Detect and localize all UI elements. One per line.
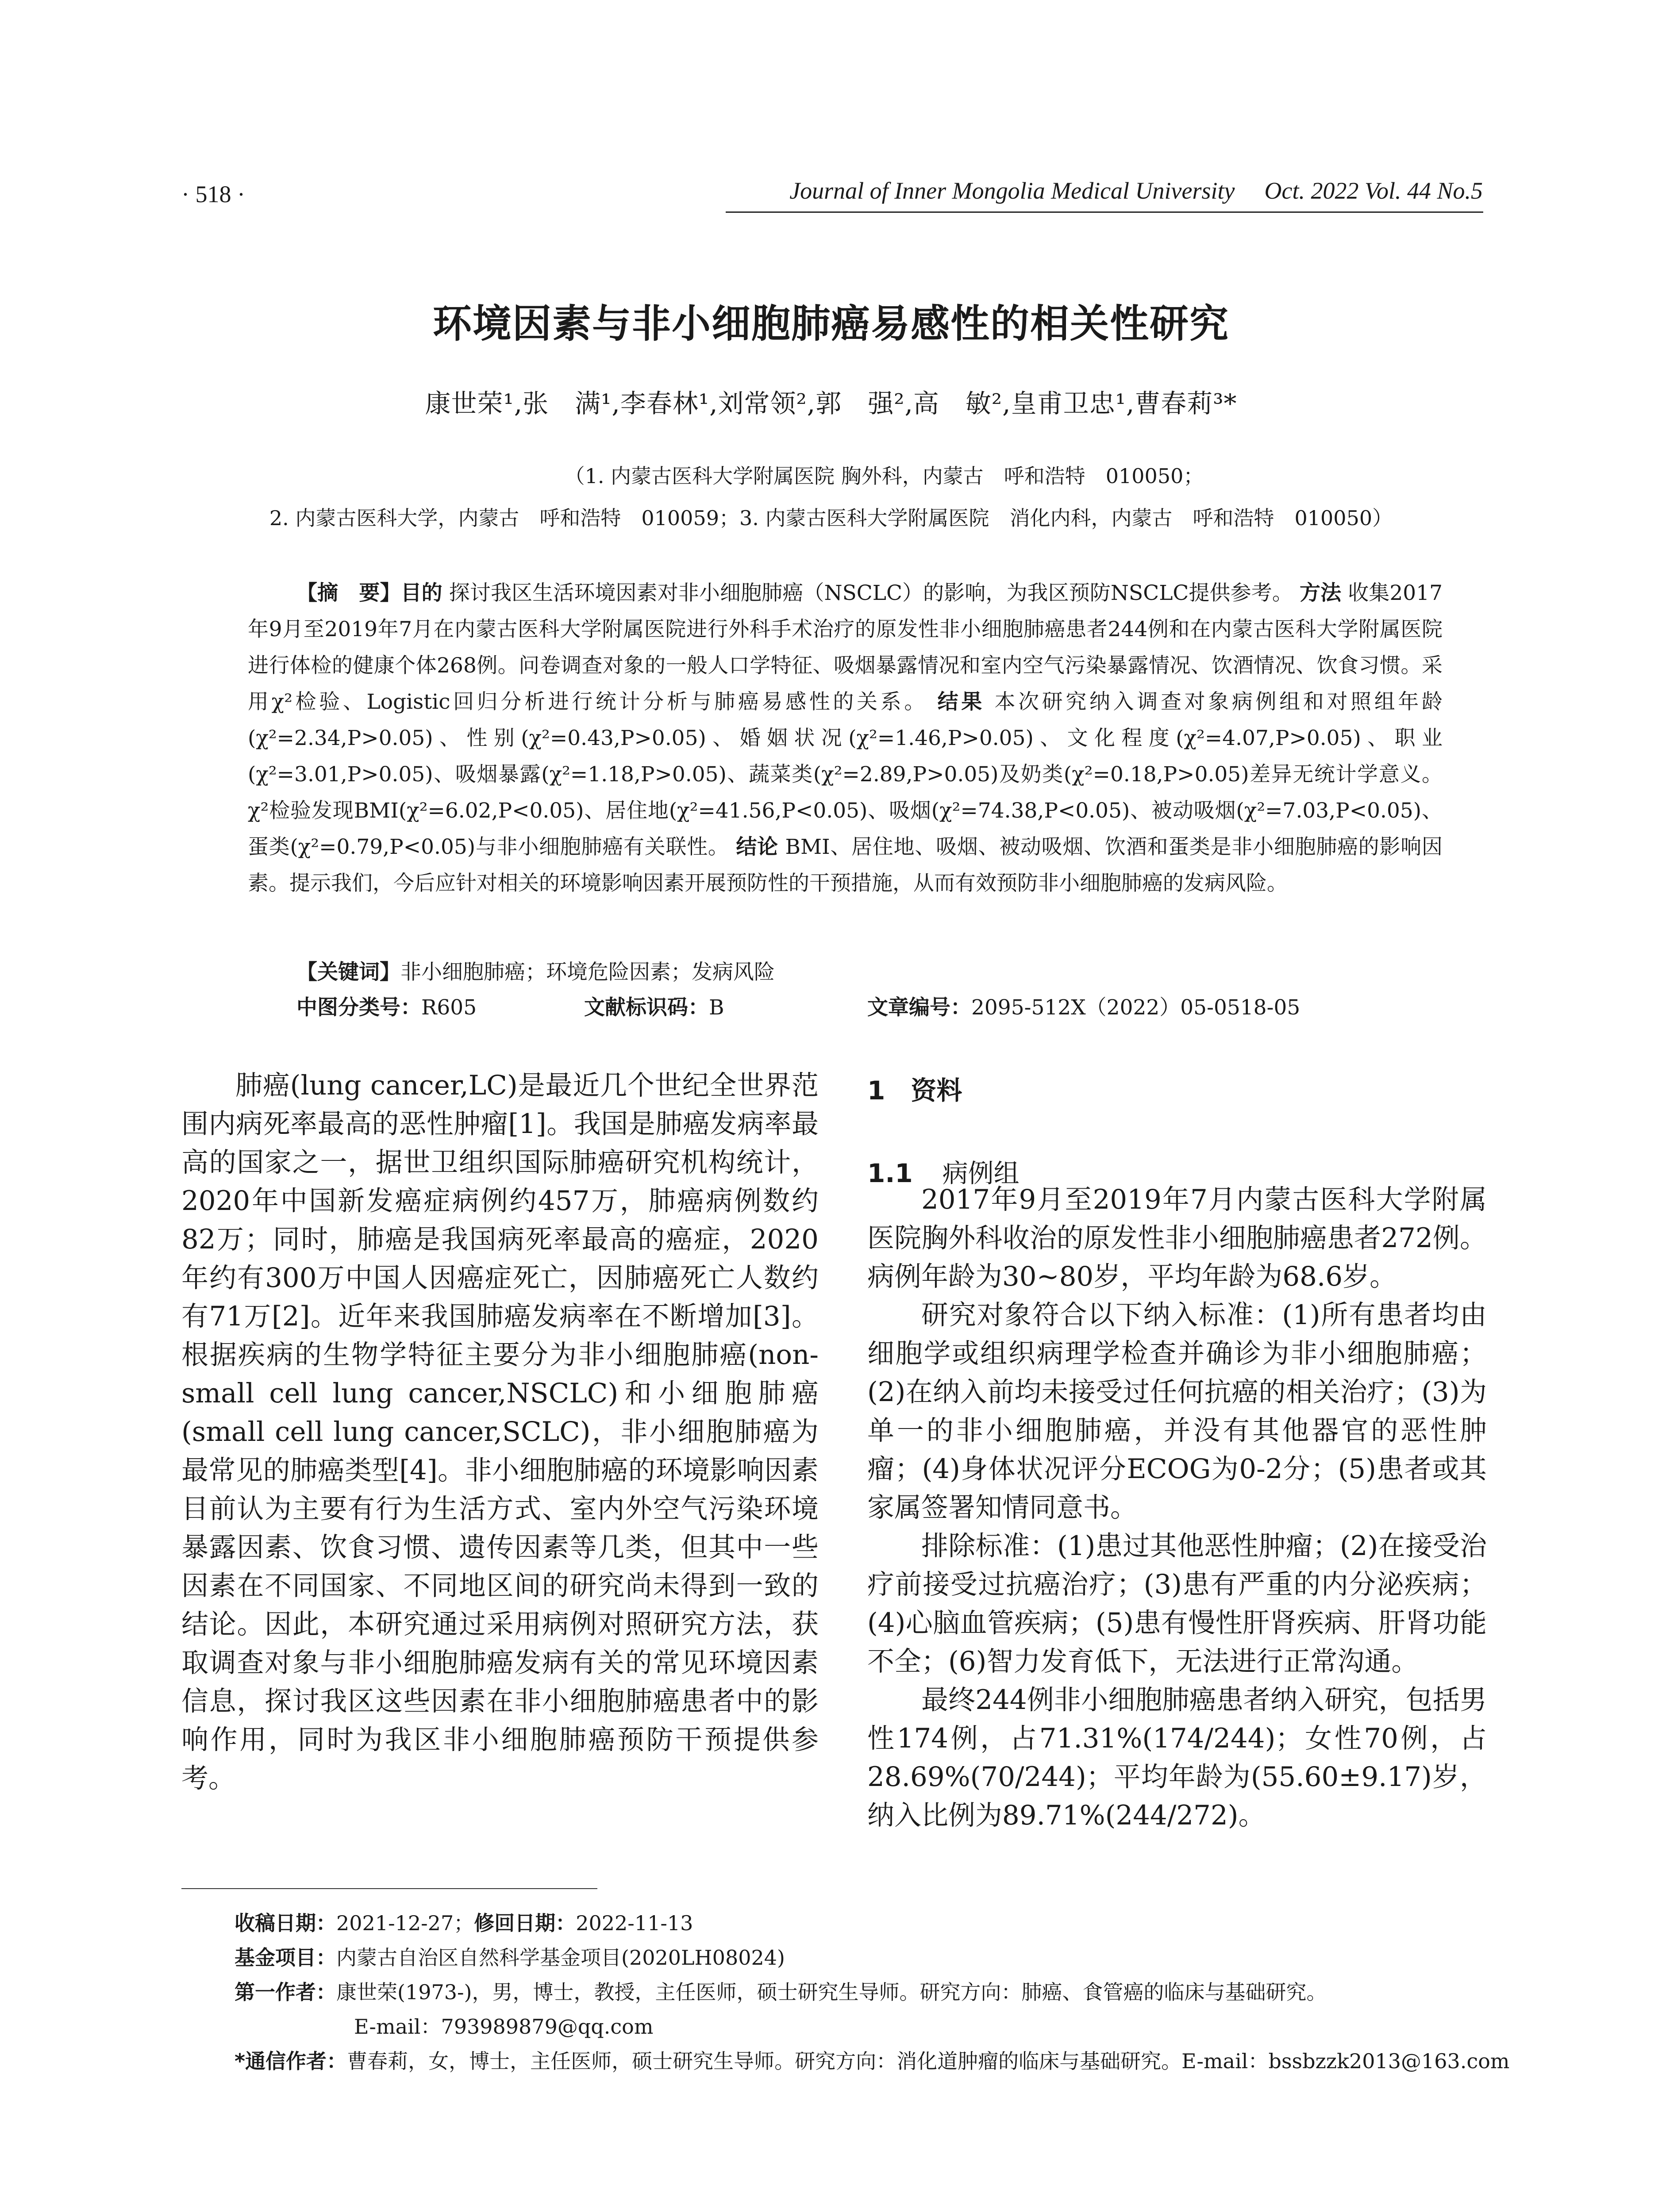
abstract-conclusion: BMI、居住地、吸烟、被动吸烟、饮酒和蛋类是非小细胞肺癌的影响因素。提示我们，今后应针对相关的环境影响因素开展预防性的干预措施，从而有效预防非小细胞肺癌的发病风险。: [248, 835, 1443, 895]
article-title: 环境因素与非小细胞肺癌易感性的相关性研究: [432, 301, 1229, 346]
first-author-value: 康世荣(1973-)，男，博士，教授，主任医师，硕士研究生导师。研究方向：肺癌、食管癌的临床与基础研究。: [336, 1980, 1327, 2004]
article-no-label: 文章编号：: [867, 995, 971, 1020]
footnotes: [235, 1906, 1562, 2078]
abstract: [248, 575, 1443, 902]
methods-label: 方法: [1299, 581, 1342, 605]
exclusion-criteria-paragraph: 排除标准：(1)患过其他恶性肿瘤；(2)在接受治疗前接受过抗癌治疗；(3)患有严重的内分泌疾病；(4)心脑血管疾病；(5)患有慢性肝肾疾病、肝肾功能不全；(6)智力发育低下，无法进行正常沟通。: [867, 1530, 1487, 1677]
received-label: 收稿日期：: [235, 1911, 336, 1935]
fund-value: 内蒙古自治区自然科学基金项目(2020LH08024): [336, 1946, 785, 1970]
abstract-results: 本次研究纳入调查对象病例组和对照组年龄(χ²=2.34,P>0.05)、性别(χ²=0.43,P>0.05)、婚姻状况(χ²=1.46,P>0.05)、文化程度(χ²=4.07,P>0.05)、职业(χ²=3.01,P>0.05)、吸烟暴露(χ²=1.18,P>0.05)、蔬菜类(χ²=2.89,P>0.05)及奶类(χ²=0.18,P>0.05)差异无统计学意义。χ²检验发现BMI(χ²=6.02,P<0.05)、居住地(χ²=41.56,P<0.05)、吸烟(χ²=74.38,P<0.05)、被动吸烟(χ²=7.03,P<0.05)、蛋类(χ²=0.79,P<0.05)与非小细胞肺癌有关联性。: [248, 690, 1443, 859]
revised-value: 2022-11-13: [576, 1911, 693, 1935]
doc-code-value: B: [709, 995, 724, 1020]
first-author-line: [235, 1975, 1562, 2009]
author-list: 康世荣¹,张 满¹,李春林¹,刘常领²,郭 强²,高 敏²,皇甫卫忠¹,曹春莉³*: [425, 388, 1237, 419]
affiliation-line-2: 2. 内蒙古医科大学，内蒙古 呼和浩特 010059；3. 内蒙古医科大学附属医院 消化内科，内蒙古 呼和浩特 010050）: [269, 506, 1393, 530]
first-author-email: E-mail：793989879@qq.com: [354, 2015, 654, 2039]
affiliation-line-1: （1. 内蒙古医科大学附属医院 胸外科，内蒙古 呼和浩特 010050；: [564, 464, 1204, 488]
received-dates: [235, 1906, 1562, 1940]
first-author-label: 第一作者：: [235, 1980, 336, 2004]
running-header: [789, 177, 1483, 204]
document-code: [584, 991, 724, 1021]
article-no-value: 2095-512X（2022）05-0518-05: [971, 995, 1300, 1020]
journal-name: Journal of Inner Mongolia Medical University: [789, 177, 1235, 204]
objective-label: 目的: [400, 581, 442, 605]
page-number: · 518 ·: [181, 181, 245, 207]
abstract-methods: 收集2017年9月至2019年7月在内蒙古医科大学附属医院进行外科手术治疗的原发性非小细胞肺癌患者244例和在内蒙古医科大学附属医院进行体检的健康个体268例。问卷调查对象的一般人口学特征、吸烟暴露情况和室内空气污染暴露情况、饮酒情况、饮食习惯。采用χ²检验、Logistic回归分析进行统计分析与肺癌易感性的关系。: [248, 581, 1443, 714]
received-value: 2021-12-27；: [336, 1911, 474, 1935]
case-group-paragraph: 2017年9月至2019年7月内蒙古医科大学附属医院胸外科收治的原发性非小细胞肺癌患者272例。病例年龄为30~80岁，平均年龄为68.6岁。: [867, 1184, 1487, 1292]
left-column: [181, 1066, 819, 1797]
keywords-label: 【关键词】: [296, 960, 400, 984]
keywords-text: 非小细胞肺癌；环境危险因素；发病风险: [400, 960, 775, 984]
abstract-objective: 探讨我区生活环境因素对非小细胞肺癌（NSCLC）的影响，为我区预防NSCLC提供参考。: [449, 581, 1293, 605]
corresponding-author-line: [235, 2044, 1562, 2078]
intro-paragraph: 肺癌(lung cancer,LC)是最近几个世纪全世界范围内病死率最高的恶性肿瘤[1]。我国是肺癌发病率最高的国家之一，据世卫组织国际肺癌研究机构统计，2020年中国新发癌症病例约457万，肺癌病例数约82万；同时，肺癌是我国病死率最高的癌症，2020年约有300万中国人因癌症死亡，因肺癌死亡人数约有71万[2]。近年来我国肺癌发病率在不断增加[3]。根据疾病的生物学特征主要分为非小细胞肺癌(non-small cell lung cancer,NSCLC)和小细胞肺癌(small cell lung cancer,SCLC)，非小细胞肺癌为最常见的肺癌类型[4]。非小细胞肺癌的环境影响因素目前认为主要有行为生活方式、室内外空气污染环境暴露因素、饮食习惯、遗传因素等几类，但其中一些因素在不同国家、不同地区间的研究尚未得到一致的结论。因此，本研究通过采用病例对照研究方法，获取调查对象与非小细胞肺癌发病有关的常见环境因素信息，探讨我区这些因素在非小细胞肺癌患者中的影响作用，同时为我区非小细胞肺癌预防干预提供参考。: [181, 1070, 819, 1794]
right-column: [867, 1180, 1487, 1835]
abstract-label: 【摘 要】: [296, 581, 401, 605]
results-label: 结果: [937, 690, 985, 714]
section-1-1-title: 病例组: [942, 1158, 1020, 1188]
section-1-heading: 1 资料: [867, 1075, 962, 1106]
keywords: [296, 956, 775, 985]
inclusion-criteria-paragraph: 研究对象符合以下纳入标准：(1)所有患者均由细胞学或组织病理学检查并确诊为非小细胞肺癌；(2)在纳入前均未接受过任何抗癌的相关治疗；(3)为单一的非小细胞肺癌，并没有其他器官的恶性肿瘤；(4)身体状况评分ECOG为0-2分；(5)患者或其家属签署知情同意书。: [867, 1299, 1487, 1523]
footnote-rule: [181, 1888, 597, 1889]
conclusion-label: 结论: [736, 835, 778, 859]
corresponding-value: 曹春莉，女，博士，主任医师，硕士研究生导师。研究方向：消化道肿瘤的临床与基础研究。E-mail：bssbzzk2013@163.com: [347, 2049, 1510, 2073]
fund-label: 基金项目：: [235, 1946, 336, 1970]
section-1-1-number: 1.1: [867, 1158, 913, 1188]
clc-number: [296, 991, 477, 1021]
header-rule: [726, 211, 1483, 213]
clc-value: R605: [421, 995, 477, 1020]
final-cohort-paragraph: 最终244例非小细胞肺癌患者纳入研究，包括男性174例，占71.31%(174/244)；女性70例，占28.69%(70/244)；平均年龄为(55.60±9.17)岁，纳入比例为89.71%(244/272)。: [867, 1684, 1487, 1831]
article-number: [867, 991, 1300, 1021]
journal-issue: Oct. 2022 Vol. 44 No.5: [1264, 177, 1483, 204]
corresponding-label: *通信作者：: [235, 2049, 347, 2073]
clc-label: 中图分类号：: [296, 995, 421, 1020]
doc-code-label: 文献标识码：: [584, 995, 709, 1020]
revised-label: 修回日期：: [474, 1911, 576, 1935]
fund-line: [235, 1940, 1562, 1975]
